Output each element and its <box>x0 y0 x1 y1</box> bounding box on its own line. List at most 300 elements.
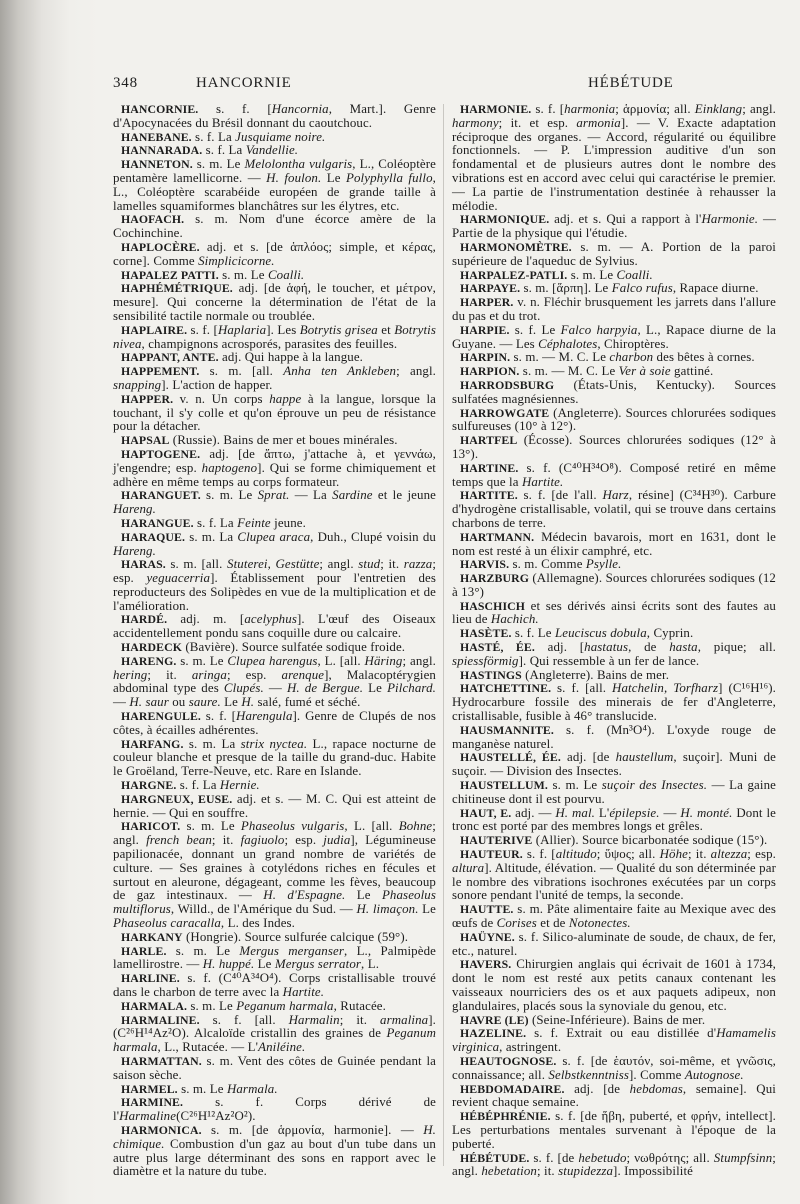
definition-text: adj. [ <box>534 640 585 655</box>
dictionary-entry <box>452 641 776 669</box>
definition-text: , L. [all. <box>317 653 365 668</box>
definition-text: (Angleterre). Sources chlorurées sodiques sulfureuses (10° à 12°). <box>452 405 776 434</box>
italic-term: Corises <box>496 916 537 931</box>
headword: HARTFEL <box>460 433 518 448</box>
dictionary-entry <box>113 531 436 559</box>
italic-term: hastatus <box>584 640 629 655</box>
definition-text: s. m. Comme <box>509 557 586 572</box>
headword: HÉBÉTUDE. <box>460 1150 530 1165</box>
dictionary-entry <box>113 793 436 821</box>
definition-text: s. m. Pâte alimentaire faite au Mexique avec des œufs de <box>452 902 776 931</box>
definition-text: ; it. et esp. <box>498 115 577 130</box>
definition-text: , Rutacée. <box>333 998 386 1013</box>
definition-text: Le <box>220 695 242 710</box>
dictionary-entry <box>452 600 776 628</box>
dictionary-entry <box>113 393 436 434</box>
definition-text: jeune. <box>270 515 306 530</box>
headword: HARMEL. <box>121 1081 178 1096</box>
italic-term: harmony <box>452 115 499 130</box>
italic-term: Ver à soie <box>618 364 671 379</box>
italic-term: happe <box>269 391 302 406</box>
dictionary-entry <box>113 158 436 213</box>
italic-term: H. huppé. <box>202 957 255 972</box>
italic-term: Häring <box>364 653 403 668</box>
dictionary-entry <box>452 1083 776 1111</box>
headword: HASTÉ, ÉE. <box>460 640 535 655</box>
italic-term: charbon <box>609 350 654 365</box>
definition-text: ] (C¹⁶H¹⁶). Hydrocarbure fossile des minerais de fer d'Angleterre, cristallisable, fusible à 46° translucide. <box>452 681 776 724</box>
italic-term: harmonia <box>564 102 616 116</box>
headword: HASCHICH <box>460 598 526 613</box>
definition-text: ], Malacoptérygien abdominal type des <box>113 667 437 696</box>
dictionary-entry <box>452 1027 776 1055</box>
definition-text: , L. des Indes. <box>220 916 296 931</box>
italic-term: Hatchelin, Torfharz <box>612 681 719 696</box>
italic-term: saure. <box>188 695 221 710</box>
dictionary-entry <box>452 572 776 600</box>
definition-text: s. m. Le <box>192 157 245 172</box>
italic-term: haustellum <box>615 750 674 765</box>
dictionary-entry <box>113 489 436 517</box>
definition-text: Combustion d'un gaz au bout d'un tube dans un autre plus large déterminant des sons en rapport avec le diamètre et la nature du tube. <box>113 1136 436 1179</box>
headword: HAUTTE. <box>460 902 514 917</box>
definition-text: , Duh., Clupé voisin du <box>310 529 436 544</box>
headword: HARICOT. <box>121 819 181 834</box>
italic-term: Pilchard. <box>387 681 436 696</box>
italic-term: spiessförmig <box>452 653 519 668</box>
definition-text: s. f. [all. <box>551 681 613 696</box>
italic-term: acelyphus <box>244 612 297 627</box>
headword: HAOFACH. <box>121 212 185 227</box>
italic-term: H. d'Espagne. <box>263 888 346 903</box>
headword: HAUSTELLÉ, ÉE. <box>460 750 561 765</box>
headword: HAPTOGENE. <box>121 446 201 461</box>
headword: HANEBANE. <box>121 129 192 144</box>
italic-term: Hachich. <box>490 612 539 627</box>
italic-term: Céphalotes <box>538 336 598 351</box>
headword: HARENG. <box>121 653 177 668</box>
definition-text: s. m. Le <box>166 943 240 958</box>
italic-term: Stuterei, Gestütte <box>227 557 320 572</box>
italic-term: Hartite. <box>282 985 325 999</box>
definition-text: salé, fumé et séché. <box>254 695 361 710</box>
definition-text: (Allemagne). Sources chlorurées sodiques (12 à 13°) <box>452 571 776 599</box>
headword: HARMONICA. <box>121 1122 202 1137</box>
definition-text: ]. L'action de happer. <box>161 377 273 392</box>
headword: HARPER. <box>460 295 514 310</box>
dictionary-entry <box>113 613 436 641</box>
dictionary-entry <box>113 213 436 241</box>
definition-text: s. f. Corps dérivé de l' <box>113 1095 436 1124</box>
headword: HARDÉ. <box>121 612 168 627</box>
guide-word-last: HÉBÉTUDE <box>588 75 674 91</box>
headword: HEBDOMADAIRE. <box>460 1081 565 1096</box>
definition-text: ]. Genre de Clupés de nos côtes, à écailles adhérentes. <box>113 709 436 737</box>
italic-term: strix nyctea. <box>240 736 308 751</box>
definition-text: , L., Palmipède lamellirostre. — <box>113 943 436 972</box>
dictionary-entry <box>452 779 776 807</box>
definition-text: ]. L'œuf des Oiseaux accidentellement pondu sans coquille dure ou calcaire. <box>113 612 436 641</box>
headword: HARANGUE. <box>121 515 194 530</box>
italic-term: hebetudo <box>578 1150 627 1165</box>
dictionary-entry <box>452 531 776 559</box>
italic-term: Hareng. <box>113 502 156 517</box>
definition-text: Dont le tronc est porté par des membres longs et grêles. <box>452 805 776 834</box>
definition-text: s. f. La <box>193 515 238 530</box>
headword: HARTITE. <box>460 488 518 503</box>
definition-text: adj. [de ἁφή, le toucher, et μέτρον, mesure]. Qui concerne la détermination de l'état de la sensibilité tactile normale ou troublée. <box>113 281 436 323</box>
italic-term: Melolontha vulgaris <box>244 157 353 172</box>
definition-text: adj. [de <box>564 1081 630 1096</box>
definition-text: , Willd., de l'Amérique du Sud. — <box>170 902 357 917</box>
definition-text: , L., Rutacée. — L' <box>157 1040 259 1055</box>
headword: HAUTEUR. <box>460 847 523 862</box>
italic-term: Harmonie. <box>701 212 759 227</box>
dictionary-entry <box>113 738 436 779</box>
definition-text: adj. m. [ <box>167 612 245 627</box>
italic-term: Hernie. <box>219 778 260 793</box>
dictionary-entry <box>452 682 776 723</box>
definition-text: s. m. [all. <box>165 557 228 572</box>
headword: HARPION. <box>460 364 520 379</box>
definition-text: et de <box>536 916 569 931</box>
italic-term: Leuciscus dobula <box>554 626 647 641</box>
dictionary-entry <box>113 1083 436 1097</box>
dictionary-entry <box>452 903 776 931</box>
dictionary-entry <box>452 282 776 296</box>
left-column <box>113 103 436 1179</box>
definition-text: L., rapace nocturne de couleur blanche et presque de la taille du grand-duc. Habite le Groëland, Terre-Neuve, etc. Rare en Islande. <box>113 736 436 779</box>
dictionary-entry <box>452 103 776 213</box>
definition-text: — Partie de la physique qui l'étudie. <box>452 212 776 241</box>
definition-text: Le <box>363 681 388 696</box>
dictionary-entry <box>452 269 776 283</box>
italic-term: Phaseolus vulgaris <box>240 819 345 834</box>
italic-term: Simplicicorne. <box>198 253 275 268</box>
headword: HARAQUE. <box>121 529 186 544</box>
italic-term: Anha ten Ankleben <box>283 364 397 379</box>
italic-term: Psylle. <box>585 557 622 572</box>
dictionary-entry <box>113 144 436 158</box>
headword: HEAUTOGNOSE. <box>460 1053 557 1068</box>
italic-term: armonia <box>576 115 621 130</box>
dictionary-entry <box>452 1055 776 1083</box>
italic-term: stupidezza <box>558 1164 614 1179</box>
definition-text: — <box>263 681 287 696</box>
italic-term: aringa <box>191 667 227 682</box>
italic-term: Harengula <box>236 709 293 724</box>
headword: HARPALEZ-PATLI. <box>460 267 568 282</box>
definition-text: Le <box>321 170 346 185</box>
definition-text: s. m. [de ἁρμονία, harmonie]. — <box>201 1122 424 1137</box>
italic-term: Bohne <box>398 819 433 834</box>
definition-text: ; angl. <box>319 557 359 572</box>
definition-text: , L., Rapace diurne de la Guyane. — Les <box>452 322 776 351</box>
definition-text: s. f. [all. <box>199 1012 289 1027</box>
definition-text: adj. Qui happe à la langue. <box>218 350 364 365</box>
definition-text: s. m. Vent des côtes de Guinée pendant la saison sèche. <box>113 1053 436 1082</box>
dictionary-entry <box>452 379 776 407</box>
definition-text: adj. et s. — M. C. Qui est atteint de hernie. — Qui en souffre. <box>113 791 436 820</box>
headword: HAUSTELLUM. <box>460 778 548 793</box>
dictionary-entry <box>452 213 776 241</box>
definition-text: ou <box>168 695 189 710</box>
italic-term: Aniléine. <box>258 1040 306 1055</box>
definition-text: s. m. La <box>185 529 238 544</box>
italic-term: fagiuolo <box>240 833 285 848</box>
headword: HAPSAL <box>121 433 170 448</box>
definition-text: s. f. [de <box>529 1150 579 1165</box>
definition-text: ]. Comme <box>629 1067 685 1082</box>
definition-text: Chirurgien anglais qui écrivait de 1601 à 1734, dont le nom est resté aux petits canaux contenant les vaisseaux nourriciers des os et aux paquets adipeux, non glandulaires, placés sous la synoviale du genou, etc. <box>452 957 776 1013</box>
definition-text: (Seine-Inférieure). Bains de mer. <box>528 1012 706 1027</box>
definition-text: ]. — V. Exacte adaptation réciproque des organes. — Accord, régularité ou équilibre fonctionnels. — P. L'impression auditive d'un son fondamental et de plusieurs autres dont le nombre des vibrations est en accord avec celui qui caractérise le premier. — La partie de l'instrumentation destinée à rehausser la mélodie. <box>452 115 776 213</box>
dictionary-entry <box>113 241 436 269</box>
headword: HAUT, E. <box>460 805 512 820</box>
headword: HAPLOCÈRE. <box>121 239 200 254</box>
dictionary-entry <box>452 834 776 848</box>
headword: HANCORNIE. <box>121 102 199 116</box>
definition-text: adj. et s. Qui a rapport à l' <box>549 212 702 227</box>
italic-term: Polyphylla fullo <box>345 170 433 185</box>
italic-term: H. monté. <box>680 805 733 820</box>
headword: HASTINGS <box>460 667 522 682</box>
dictionary-entry <box>113 282 436 323</box>
headword: HARLE. <box>121 943 167 958</box>
dictionary-entry <box>452 848 776 903</box>
definition-text: et <box>377 322 395 337</box>
definition-text: adj. [de ἅπτω, j'attache à, et γεννάω, j'engendre; esp. <box>113 446 436 475</box>
italic-term: Harmala. <box>226 1081 278 1096</box>
italic-term: Coalli. <box>267 267 305 282</box>
italic-term: Falco rufus <box>611 281 673 296</box>
headword: HAVRE (LE) <box>460 1012 529 1027</box>
definition-text: des bêtes à cornes. <box>653 350 755 365</box>
definition-text: ]. Altitude, élévation. — Qualité du son déterminée par le nombre des vibrations isochrones exécutées par un corps sonore pendant l'unité de temps, la seconde. <box>452 860 776 903</box>
definition-text: ; it. <box>536 1164 559 1179</box>
definition-text: adj. — <box>511 805 556 820</box>
italic-term: haptogeno <box>201 460 258 475</box>
dictionary-entry <box>113 945 436 973</box>
definition-text: ; esp. <box>113 557 437 586</box>
dictionary-entry <box>113 655 436 710</box>
definition-text: s. f. La <box>191 129 236 144</box>
headword: HARGNE. <box>121 778 177 793</box>
italic-term: H. saur <box>129 695 169 710</box>
definition-text: — La gaine chitineuse dont il est pourvu. <box>452 778 776 806</box>
definition-text: ]. Qui ressemble à un fer de lance. <box>518 653 700 668</box>
headword: HARMONOMÈTRE. <box>460 239 572 254</box>
definition-text: s. m. Le <box>187 998 237 1013</box>
definition-text: — <box>113 695 130 710</box>
italic-term: snapping <box>113 377 162 392</box>
italic-term: Phaseolus caracalla <box>113 916 221 931</box>
dictionary-entry <box>452 958 776 1013</box>
dictionary-entry <box>113 1014 436 1055</box>
italic-term: Notonectes. <box>568 916 631 931</box>
dictionary-entry <box>113 103 436 131</box>
dictionary-entry <box>113 641 436 655</box>
definition-text: s. f. Extrait ou eau distillée d' <box>526 1026 717 1041</box>
dictionary-entry <box>452 627 776 641</box>
definition-text: ; νωθρότης; all. <box>626 1150 714 1165</box>
dictionary-entry <box>113 269 436 283</box>
definition-text: s. f. [ <box>187 322 218 337</box>
definition-text: (Russie). Bains de mer et boues minérales. <box>169 433 398 448</box>
italic-term: Peganum harmala <box>113 1026 436 1055</box>
headword: HARPIN. <box>460 350 511 365</box>
headword: HARLINE. <box>121 971 180 986</box>
dictionary-entry <box>113 710 436 738</box>
definition-text: s. f. (C⁴⁰A³⁴O⁴). Corps cristallisable trouvé dans le charbon de terre avec la <box>113 971 436 999</box>
italic-term: hering <box>113 667 148 682</box>
headword: HARENGULE. <box>121 709 201 724</box>
headword: HASÈTE. <box>460 626 512 641</box>
definition-text: s. m. Le <box>177 1081 227 1096</box>
page-number: 348 <box>113 75 138 91</box>
italic-term: épilepsie. <box>609 805 660 820</box>
headword: HATCHETTINE. <box>460 681 552 696</box>
definition-text: , de <box>628 640 670 655</box>
headword: HARANGUET. <box>121 488 201 503</box>
italic-term: Selbstkenntniss <box>548 1067 629 1082</box>
definition-text: ], Légumineuse papilionacée, donnant un grand nombre de variétés de culture. — Ses graines à cotylédons riches en fécules et surtout en aleurone, dégageant, comme les fèves, beaucoup de gaz intestinaux. — <box>113 833 437 903</box>
dictionary-entry <box>452 751 776 779</box>
dictionary-entry <box>113 448 436 489</box>
italic-term: yeguacerria <box>146 571 211 586</box>
italic-term: H. <box>241 695 255 710</box>
headword: HARZBURG <box>460 571 529 586</box>
italic-term: Vandellie. <box>245 143 299 158</box>
definition-text: s. f. [ <box>522 847 556 862</box>
headword: HAPALEZ PATTI. <box>121 267 219 282</box>
dictionary-entry <box>452 669 776 683</box>
headword: HANNETON. <box>121 157 193 172</box>
definition-text: s. m. La <box>183 736 241 751</box>
italic-term: H. foulon. <box>266 170 322 185</box>
dictionary-entry <box>452 558 776 572</box>
headword: HARMALINE. <box>121 1012 200 1027</box>
definition-text: (Hongrie). Source sulfurée calcique (59°). <box>182 929 409 944</box>
dictionary-entry <box>113 1124 436 1179</box>
italic-term: razza <box>403 557 433 572</box>
headword: HAPPER. <box>121 391 174 406</box>
headword: HAUTERIVE <box>460 833 533 848</box>
definition-text: s. m. — M. C. Le <box>519 364 619 379</box>
italic-term: Coalli. <box>616 267 653 282</box>
italic-term: Clupea araca <box>237 529 311 544</box>
definition-text: , résine] (C³⁴H³⁰). Carbure d'hydrogène cristallisable, volatil, qui se trouve dans certains charbons de terre. <box>452 488 777 530</box>
headword: HAPPANT, ANTE. <box>121 350 219 365</box>
italic-term: french bean <box>146 833 212 848</box>
definition-text: , champignons acrosporés, parasites des feuilles. <box>141 336 398 351</box>
definition-text: ; angl. <box>402 653 436 668</box>
definition-text: Médecin bavarois, mort en 1631, dont le nom est resté à un élixir camphré, etc. <box>452 529 776 558</box>
dictionary-entry <box>113 434 436 448</box>
headword: HAUSMANNITE. <box>460 722 554 737</box>
definition-text: ]. Les <box>266 322 300 337</box>
definition-text: L' <box>595 805 610 820</box>
italic-term: Autognose. <box>684 1067 744 1082</box>
definition-text: s. f. (C⁴⁰H³⁴O⁸). Composé retiré en même temps que la <box>452 460 776 489</box>
italic-term: Sprat. <box>257 488 290 503</box>
definition-text: ]. (C²⁶H¹⁴Az²O). Alcaloïde cristallin des graines de <box>113 1012 436 1041</box>
definition-text: s. f. Silico-aluminate de soude, de chaux, de fer, etc., naturel. <box>452 929 776 958</box>
dictionary-entry <box>452 1110 776 1151</box>
definition-text: v. n. Un corps <box>173 391 270 406</box>
definition-text: s. m. [all. <box>199 364 284 379</box>
definition-text: s. m. — A. Portion de la paroi supérieure de l'aqueduc de Sylvius. <box>452 239 776 268</box>
italic-term: Haplaria <box>217 322 267 337</box>
definition-text: s. f. La <box>176 778 220 793</box>
definition-text: , L., Coléoptère pentamère lamellicorne. — <box>113 157 436 185</box>
definition-text: s. f. (Mn³O⁴). L'oxyde rouge de manganèse naturel. <box>452 722 776 751</box>
italic-term: Falco harpyia <box>560 322 638 337</box>
headword: HARMONIE. <box>460 102 532 116</box>
definition-text: s. f. [de ἥβη, puberté, et φρήν, intellect]. Les perturbations mentales survenant à l'époque de la puberté. <box>452 1109 776 1151</box>
definition-text: , L., Coléoptère scarabéide européen de grande taille à lamelles squamiformes blanchâtres sur les élytres, etc. <box>113 170 436 213</box>
definition-text: — La <box>289 488 333 503</box>
dictionary-entry <box>113 1055 436 1083</box>
dictionary-entry <box>452 241 776 269</box>
definition-text: gattiné. <box>670 364 714 379</box>
dictionary-entry <box>452 351 776 365</box>
headword: HARGNEUX, EUSE. <box>121 791 233 806</box>
headword: HARKANY <box>121 929 183 944</box>
dictionary-entry <box>113 1000 436 1014</box>
dictionary-entry <box>452 462 776 490</box>
definition-text: adj. [de <box>560 750 616 765</box>
headword: HARPIE. <box>460 322 510 337</box>
headword: HARAS. <box>121 557 166 572</box>
definition-text: s. m. Nom d'une écorce amère de la Cochinchine. <box>113 212 436 241</box>
definition-text: (Allier). Source bicarbonatée sodique (15°). <box>532 833 768 848</box>
definition-text: v. n. Fléchir brusquement les jarrets dans l'allure du pas et du trot. <box>452 295 776 323</box>
dictionary-entry <box>452 1152 776 1180</box>
headword: HARRODSBURG <box>460 377 555 392</box>
italic-term: Hamamelis virginica <box>452 1026 776 1055</box>
dictionary-entry <box>452 365 776 379</box>
definition-text: (Écosse). Sources chlorurées sodiques (12° à 13°). <box>452 433 776 461</box>
headword: HARMALA. <box>121 998 188 1013</box>
definition-text: ; angl. <box>742 102 777 116</box>
italic-term: judia <box>323 833 351 848</box>
definition-text: s. m. Le <box>218 267 268 282</box>
definition-text: , Cyprin. <box>646 626 694 641</box>
definition-text: (Angleterre). Bains de mer. <box>521 667 670 682</box>
headword: HÉBÉPHRÉNIE. <box>460 1109 551 1124</box>
italic-term: arenque <box>281 667 325 682</box>
definition-text: s. m. Le <box>200 488 258 503</box>
dictionary-entry <box>113 517 436 531</box>
definition-text: , Mart.]. Genre d'Apocynacées du Brésil donnant du caoutchouc. <box>113 102 436 130</box>
definition-text: , pique; all. <box>697 640 776 655</box>
italic-term: Clupés. <box>223 681 264 696</box>
italic-term: Stumpfsinn <box>713 1150 773 1165</box>
definition-text: ]. Impossibilité <box>613 1164 694 1179</box>
dictionary-entry <box>113 365 436 393</box>
italic-term: Harz <box>602 488 629 503</box>
italic-term: hebdomas <box>629 1081 683 1096</box>
italic-term: Harmalin <box>288 1012 340 1027</box>
italic-term: Harmaline <box>119 1109 177 1124</box>
definition-text: , Rapace diurne. <box>672 281 759 296</box>
italic-term: Jusquiame noire. <box>235 129 326 144</box>
italic-term: hasta <box>669 640 698 655</box>
definition-text: Le <box>254 957 275 972</box>
dictionary-entry <box>113 1096 436 1124</box>
definition-text: ; it. <box>380 557 404 572</box>
